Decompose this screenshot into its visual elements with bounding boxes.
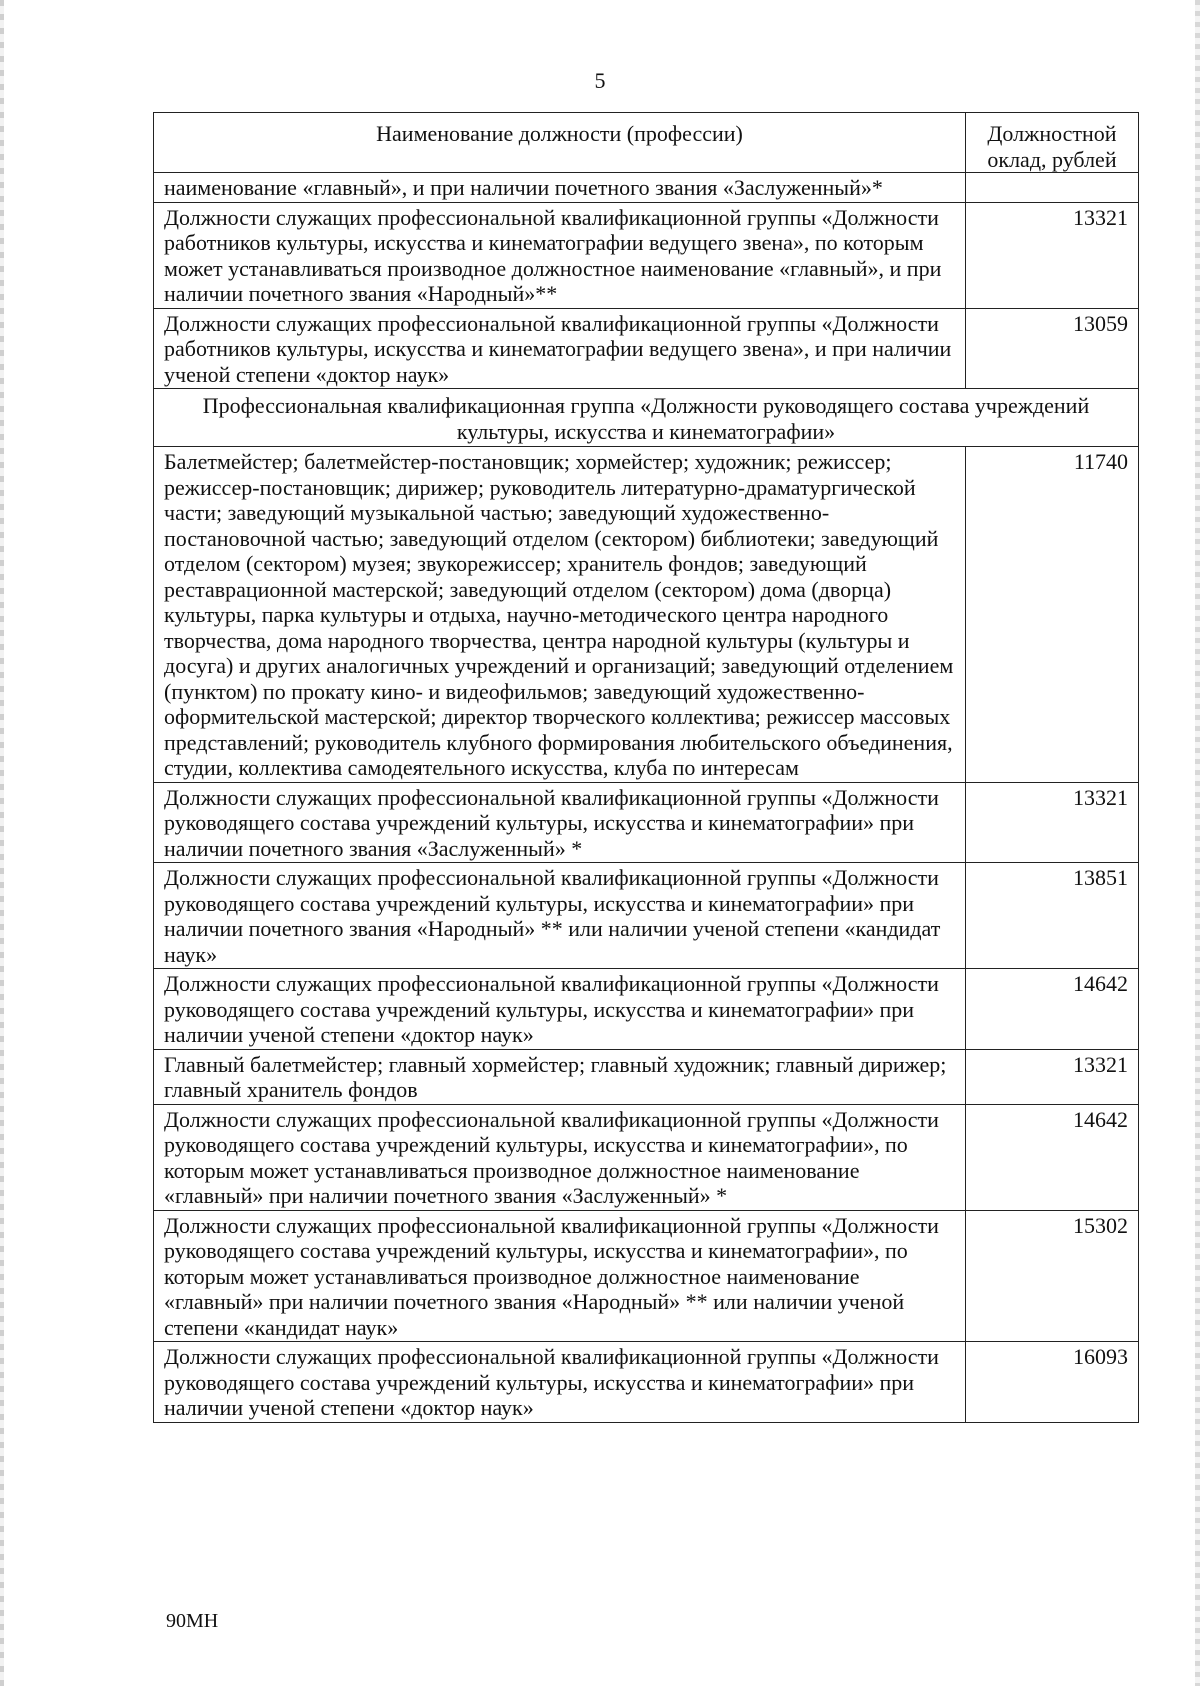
- table-row: [154, 173, 1139, 203]
- salary-table: [153, 112, 1139, 1423]
- position-name-cell: наименование «главный», и при наличии почетного звания «Заслуженный»*: [154, 173, 966, 203]
- table-row: [154, 1210, 1139, 1342]
- table-row: [154, 1104, 1139, 1210]
- position-name-cell: Должности служащих профессиональной квалификационной группы «Должности руководящего состава учреждений культуры, искусства и кинематографии», по которым может устанавливаться производное должностное наименование «главный» при наличии почетного звания «Заслуженный» *: [154, 1104, 966, 1210]
- position-name-cell: Балетмейстер; балетмейстер-постановщик; хормейстер; художник; режиссер; режиссер-постановщик; дирижер; руководитель литературно-драматургической части; заведующий музыкальной частью; заведующий художественно-постановочной частью; заведующий отделом (сектором) библиотеки; заведующий отделом (сектором) музея; звукорежиссер; хранитель фондов; заведующий реставрационной мастерской; заведующий отделом (сектором) дома (дворца) культуры, парка культуры и отдыха, научно-методического центра народного творчества, дома народного творчества, центра народной культуры (культуры и досуга) и других аналогичных учреждений и организаций; заведующий отделением (пунктом) по прокату кино- и видеофильмов; заведующий художественно-оформительской мастерской; директор творческого коллектива; режиссер массовых представлений; руководитель клубного формирования любительского объединения, студии, коллектива самодеятельного искусства, клуба по интересам: [154, 447, 966, 783]
- position-name-cell: Главный балетмейстер; главный хормейстер; главный художник; главный дирижер; главный хранитель фондов: [154, 1049, 966, 1104]
- footer-document-code: 90МН: [166, 1610, 219, 1632]
- position-name-cell: Должности служащих профессиональной квалификационной группы «Должности руководящего состава учреждений культуры, искусства и кинематографии» при наличии почетного звания «Заслуженный» *: [154, 782, 966, 863]
- scan-edge-left: [0, 0, 4, 1686]
- position-name-cell: Должности служащих профессиональной квалификационной группы «Должности руководящего состава учреждений культуры, искусства и кинематографии», по которым может устанавливаться производное должностное наименование «главный» при наличии почетного звания «Народный» ** или наличии ученой степени «кандидат наук»: [154, 1210, 966, 1342]
- salary-cell: 13321: [966, 202, 1139, 308]
- header-salary: Должностной оклад, рублей: [966, 113, 1139, 173]
- salary-cell: 14642: [966, 1104, 1139, 1210]
- page-number: 5: [594, 68, 606, 93]
- salary-cell: [966, 173, 1139, 203]
- table-header-row: [154, 113, 1139, 173]
- salary-cell: 13321: [966, 782, 1139, 863]
- header-position-name: Наименование должности (профессии): [154, 113, 966, 173]
- table-row: [154, 782, 1139, 863]
- salary-cell: 16093: [966, 1342, 1139, 1423]
- position-name-cell: Должности служащих профессиональной квалификационной группы «Должности руководящего состава учреждений культуры, искусства и кинематографии» при наличии почетного звания «Народный» ** или наличии ученой степени «кандидат наук»: [154, 863, 966, 969]
- salary-cell: 13321: [966, 1049, 1139, 1104]
- salary-cell: 13059: [966, 308, 1139, 389]
- table-row: [154, 308, 1139, 389]
- table-row: [154, 1342, 1139, 1423]
- salary-cell: 15302: [966, 1210, 1139, 1342]
- scan-edge-right: [1195, 0, 1200, 1686]
- group-heading-row: [154, 389, 1139, 447]
- table-row: [154, 969, 1139, 1050]
- position-name-cell: Должности служащих профессиональной квалификационной группы «Должности работников культуры, искусства и кинематографии ведущего звена», по которым может устанавливаться производное должностное наименование «главный», и при наличии почетного звания «Народный»**: [154, 202, 966, 308]
- table-row: [154, 863, 1139, 969]
- salary-cell: 11740: [966, 447, 1139, 783]
- table-row: [154, 1049, 1139, 1104]
- position-name-cell: Должности служащих профессиональной квалификационной группы «Должности руководящего состава учреждений культуры, искусства и кинематографии» при наличии ученой степени «доктор наук»: [154, 1342, 966, 1423]
- position-name-cell: Должности служащих профессиональной квалификационной группы «Должности руководящего состава учреждений культуры, искусства и кинематографии» при наличии ученой степени «доктор наук»: [154, 969, 966, 1050]
- position-name-cell: Должности служащих профессиональной квалификационной группы «Должности работников культуры, искусства и кинематографии ведущего звена», и при наличии ученой степени «доктор наук»: [154, 308, 966, 389]
- group-heading: Профессиональная квалификационная группа «Должности руководящего состава учреждений культуры, искусства и кинематографии»: [154, 389, 1139, 447]
- table-row: [154, 447, 1139, 783]
- salary-cell: 13851: [966, 863, 1139, 969]
- salary-cell: 14642: [966, 969, 1139, 1050]
- table-row: [154, 202, 1139, 308]
